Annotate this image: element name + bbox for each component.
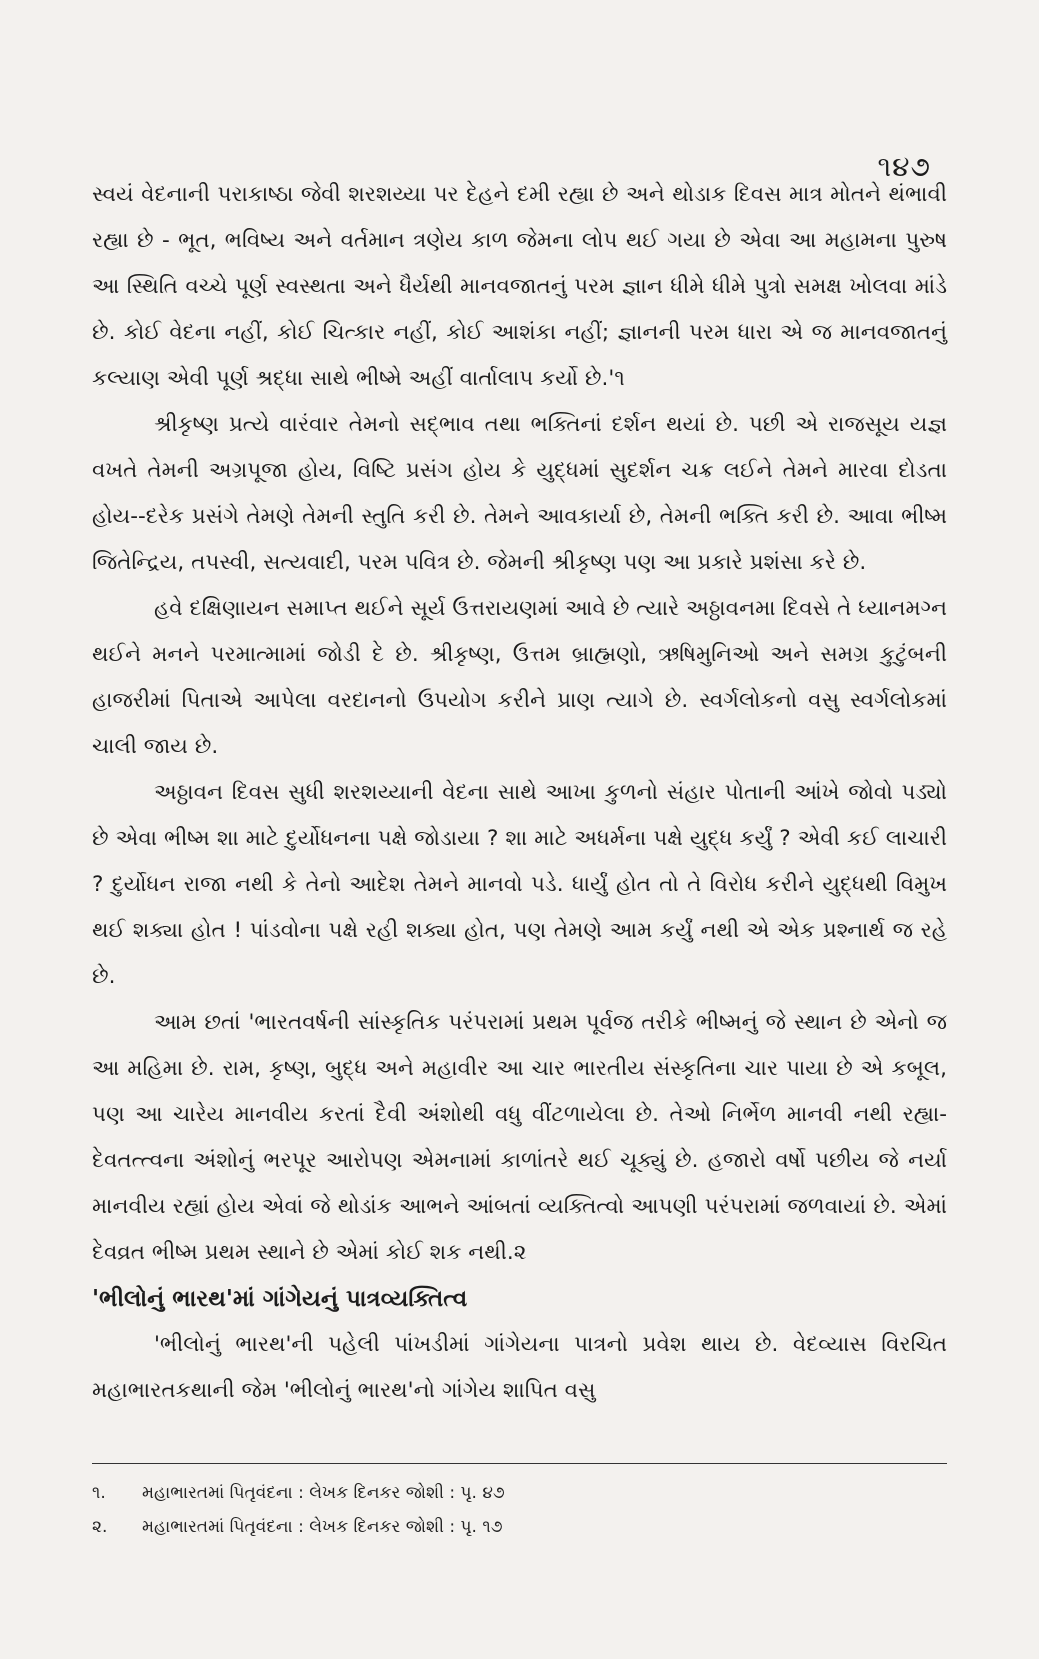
footnote-divider (92, 1463, 947, 1464)
footnote-number: ૧. (92, 1483, 106, 1503)
paragraph-6: 'ભીલોનું ભારથ'ની પહેલી પાંખડીમાં ગાંગેયના પાત્રનો પ્રવેશ થાય છે. વેદવ્યાસ વિરચિત મહાભારતકથાની જેમ 'ભીલોનું ભારથ'નો ગાંગેય શાપિત વસુ (92, 1332, 947, 1403)
footnote-text: મહાભારતમાં પિતૃવંદના : લેખક દિનકર જોશી : પૃ. ૧૭ (142, 1517, 503, 1537)
paragraph-3: હવે દક્ષિણાયન સમાપ્ત થઈને સૂર્ય ઉત્તરાયણમાં આવે છે ત્યારે અઠ્ઠાવનમા દિવસે તે ધ્યાનમગ્ન થઈને મનને પરમાત્મામાં જોડી દે છે. શ્રીકૃષ્ણ, ઉત્તમ બ્રાહ્મણો, ઋષિમુનિઓ અને સમગ્ર કુટુંબની હાજરીમાં પિતાએ આપેલા વરદાનનો ઉપયોગ કરીને પ્રાણ ત્યાગે છે. સ્વર્ગલોકનો વસુ સ્વર્ગલોકમાં ચાલી જાય છે. (92, 596, 947, 759)
footnote-1 (92, 1476, 947, 1510)
paragraph-2: શ્રીકૃષ્ણ પ્રત્યે વારંવાર તેમનો સદ્‌ભાવ તથા ભક્તિનાં દર્શન થયાં છે. પછી એ રાજસૂય યજ્ઞ વખતે તેમની અગ્રપૂજા હોય, વિષ્ટિ પ્રસંગ હોય કે યુદ્ધમાં સુદર્શન ચક્ર લઈને તેમને મારવા દોડતા હોય--દરેક પ્રસંગે તેમણે તેમની સ્તુતિ કરી છે. તેમને આવકાર્યા છે, તેમની ભક્તિ કરી છે. આવા ભીષ્મ જિતેન્દ્રિય, તપસ્વી, સત્યવાદી, પરમ પવિત્ર છે. જેમની શ્રીકૃષ્ણ પણ આ પ્રકારે પ્રશંસા કરે છે. (92, 412, 947, 575)
paragraph-5: આમ છતાં 'ભારતવર્ષની સાંસ્કૃતિક પરંપરામાં પ્રથમ પૂર્વજ તરીકે ભીષ્મનું જે સ્થાન છે એનો જ આ મહિમા છે. રામ, કૃષ્ણ, બુદ્ધ અને મહાવીર આ ચાર ભારતીય સંસ્કૃતિના ચાર પાયા છે એ કબૂલ, પણ આ ચારેય માનવીય કરતાં દૈવી અંશોથી વધુ વીંટળાયેલા છે. તેઓ નિર્ભેળ માનવી નથી રહ્યા-દેવતત્ત્વના અંશોનું ભરપૂર આરોપણ એમનામાં કાળાંતરે થઈ ચૂક્યું છે. હજારો વર્ષો પછીય જે નર્યા માનવીય રહ્યાં હોય એવાં જે થોડાંક આભને આંબતાં વ્યક્તિત્વો આપણી પરંપરામાં જળવાયાં છે. એમાં દેવવ્રત ભીષ્મ પ્રથમ સ્થાને છે એમાં કોઈ શક નથી.૨ (92, 1010, 947, 1265)
section-heading: 'ભીલોનું ભારથ'માં ગાંગેયનું પાત્રવ્યક્તિત્વ (92, 1286, 468, 1312)
footnote-2 (92, 1510, 947, 1544)
page-number: ૧૪૭ (877, 150, 931, 183)
footnote-number: ૨. (92, 1517, 108, 1537)
footnotes (92, 1476, 947, 1544)
paragraph-4: અઠ્ઠાવન દિવસ સુધી શરશય્યાની વેદના સાથે આખા કુળનો સંહાર પોતાની આંખે જોવો પડ્યો છે એવા ભીષ્મ શા માટે દુર્યોધનના પક્ષે જોડાયા ? શા માટે અધર્મના પક્ષે યુદ્ધ કર્યું ? એવી કઈ લાચારી ? દુર્યોધન રાજા નથી કે તેનો આદેશ તેમને માનવો પડે. ધાર્યું હોત તો તે વિરોધ કરીને યુદ્ધથી વિમુખ થઈ શક્યા હોત ! પાંડવોના પક્ષે રહી શક્યા હોત, પણ તેમણે આમ કર્યું નથી એ એક પ્રશ્નાર્થ જ રહે છે. (92, 780, 947, 989)
paragraph-1: સ્વયં વેદનાની પરાકાષ્ઠા જેવી શરશય્યા પર દેહને દમી રહ્યા છે અને થોડાક દિવસ માત્ર મોતને થંભાવી રહ્યા છે - ભૂત, ભવિષ્ય અને વર્તમાન ત્રણેય કાળ જેમના લોપ થઈ ગયા છે એવા આ મહામના પુરુષ આ સ્થિતિ વચ્ચે પૂર્ણ સ્વસ્થતા અને ધૈર્યથી માનવજાતનું પરમ જ્ઞાન ધીમે ધીમે પુત્રો સમક્ષ ખોલવા માંડે છે. કોઈ વેદના નહીં, કોઈ ચિત્કાર નહીં, કોઈ આશંકા નહીં; જ્ઞાનની પરમ ધારા એ જ માનવજાતનું કલ્યાણ એવી પૂર્ણ શ્રદ્ધા સાથે ભીષ્મે અહીં વાર્તાલાપ કર્યો છે.'૧ (92, 182, 947, 391)
footnote-text: મહાભારતમાં પિતૃવંદના : લેખક દિનકર જોશી : પૃ. ૪૭ (142, 1483, 505, 1503)
body-text (92, 172, 947, 1414)
